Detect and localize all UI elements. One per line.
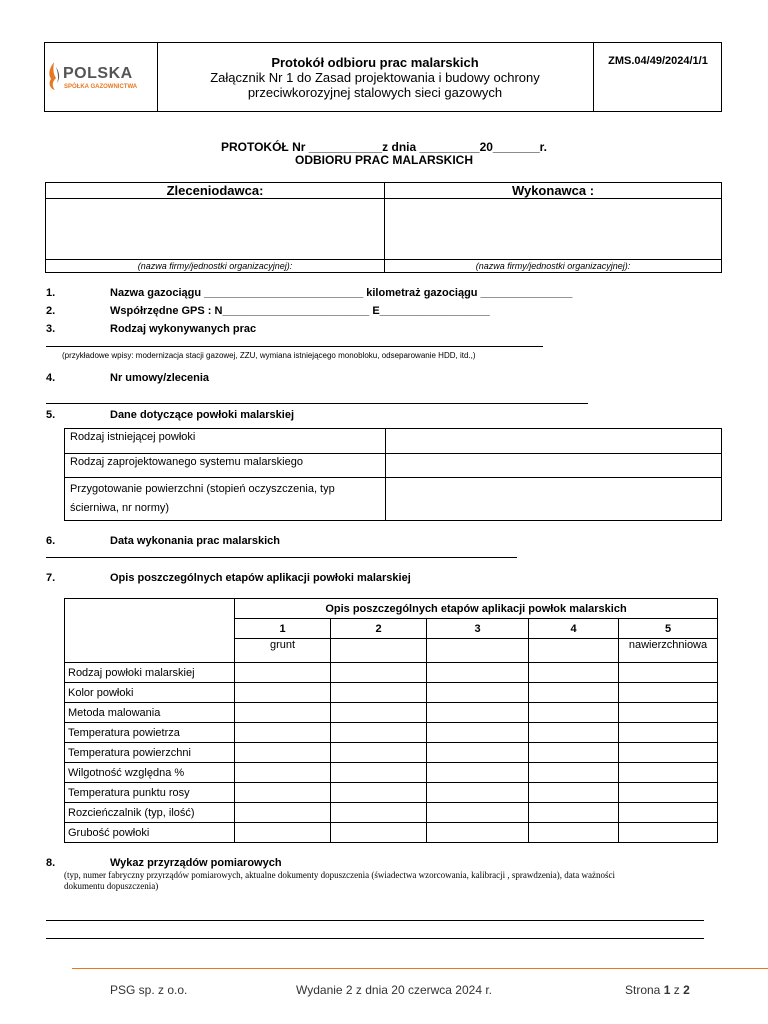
stages-row-label: Temperatura punktu rosy (65, 783, 235, 803)
stages-table-row (65, 703, 718, 723)
stage-cell[interactable] (331, 763, 427, 783)
stage-cell[interactable] (427, 723, 529, 743)
stage-cell[interactable] (529, 763, 619, 783)
protocol-title: ODBIORU PRAC MALARSKICH (295, 153, 473, 167)
stage-cell[interactable] (619, 823, 718, 843)
stage-cell[interactable] (619, 803, 718, 823)
coating-row-value[interactable] (386, 454, 722, 478)
stage-cell[interactable] (529, 783, 619, 803)
stage-cell[interactable] (235, 783, 331, 803)
stage-cell[interactable] (331, 723, 427, 743)
stage-col-header: 1 (235, 619, 331, 639)
stages-corner-cell (65, 599, 235, 663)
stages-table-row (65, 723, 718, 743)
stage-cell[interactable] (619, 663, 718, 683)
stages-table-row (65, 783, 718, 803)
stages-row-label: Temperatura powietrza (65, 723, 235, 743)
stage-cell[interactable] (427, 683, 529, 703)
stages-row-label: Rodzaj powłoki malarskiej (65, 663, 235, 683)
client-field[interactable] (46, 199, 385, 260)
parties-table (45, 182, 722, 273)
stages-table-row (65, 743, 718, 763)
coating-row-label-line2: ścierniwa, nr normy) (70, 502, 170, 514)
stages-table-row (65, 683, 718, 703)
stages-header: Opis poszczególnych etapów aplikacji powłok malarskich (235, 599, 718, 619)
stage-cell[interactable] (427, 783, 529, 803)
stage-cell[interactable] (529, 803, 619, 823)
stage-cell[interactable] (331, 783, 427, 803)
header-title-block (157, 43, 594, 111)
client-caption: (nazwa firmy/jednostki organizacyjnej): (46, 260, 385, 273)
stage-cell[interactable] (529, 639, 619, 663)
item-4-answer-line[interactable] (46, 403, 588, 404)
stage-cell[interactable] (619, 683, 718, 703)
item-4-contract: Nr umowy/zlecenia (110, 372, 210, 384)
stages-row-label: Rozcieńczalnik (typ, ilość) (65, 803, 235, 823)
coating-data-table (64, 428, 722, 521)
item-8-hint-line2: dokumentu dopuszczenia) (64, 881, 159, 891)
client-header: Zleceniodawca: (46, 183, 385, 199)
stage-cell[interactable] (235, 763, 331, 783)
stage-cell[interactable] (331, 639, 427, 663)
stage-cell[interactable] (235, 823, 331, 843)
stage-cell[interactable] (427, 763, 529, 783)
stage-cell[interactable] (529, 683, 619, 703)
stage-cell[interactable] (235, 683, 331, 703)
stages-row-label: Grubość powłoki (65, 823, 235, 843)
header-title: Protokół odbioru prac malarskich (271, 55, 479, 70)
item-2-number: 2. (46, 305, 56, 317)
stage-cell[interactable] (427, 823, 529, 843)
coating-row-label-line1: Przygotowanie powierzchni (stopień oczyszczenia, typ (70, 483, 335, 495)
stages-table-row (65, 663, 718, 683)
stages-row-label: Metoda malowania (65, 703, 235, 723)
stage-5-label: nawierzchniowa (619, 639, 718, 663)
footer-page-word: Strona (625, 983, 661, 997)
item-1-number: 1. (46, 287, 56, 299)
logo-subtext: SPÓŁKA GAZOWNICTWA (64, 84, 138, 90)
stage-cell[interactable] (529, 723, 619, 743)
stage-cell[interactable] (427, 639, 529, 663)
stage-col-header: 5 (619, 619, 718, 639)
contractor-caption: (nazwa firmy/jednostki organizacyjnej): (385, 260, 722, 273)
stages-table (64, 598, 718, 843)
footer-page-current: 1 (663, 983, 671, 997)
logo-text: POLSKA (63, 65, 133, 82)
item-2-gps[interactable]: Współrzędne GPS : N________________________ E__________________ (110, 305, 490, 317)
stages-row-label: Temperatura powierzchni (65, 743, 235, 763)
item-8-answer-line[interactable] (46, 920, 704, 921)
coating-row-label (65, 478, 386, 521)
contractor-field[interactable] (385, 199, 722, 260)
item-8-hint (64, 870, 724, 892)
item-5-coating-data: Dane dotyczące powłoki malarskiej (110, 409, 295, 421)
stage-cell[interactable] (619, 783, 718, 803)
item-4-number: 4. (46, 372, 56, 384)
stage-1-label: grunt (235, 639, 331, 663)
footer-page-sep: z (673, 983, 680, 997)
item-7-stages: Opis poszczególnych etapów aplikacji powłoki malarskiej (110, 572, 411, 584)
protocol-number-line: PROTOKÓŁ Nr ___________z dnia _________20_______r. (220, 140, 547, 154)
stage-cell[interactable] (529, 743, 619, 763)
stage-cell[interactable] (235, 723, 331, 743)
item-6-answer-line[interactable] (46, 557, 517, 558)
coating-row-value[interactable] (386, 429, 722, 454)
stage-cell[interactable] (529, 663, 619, 683)
item-8-number: 8. (46, 857, 56, 869)
stage-cell[interactable] (331, 743, 427, 763)
stage-cell[interactable] (619, 703, 718, 723)
stages-table-row (65, 823, 718, 843)
stage-cell[interactable] (619, 743, 718, 763)
stage-cell[interactable] (529, 823, 619, 843)
item-7-number: 7. (46, 572, 56, 584)
stage-cell[interactable] (235, 663, 331, 683)
stage-cell[interactable] (427, 803, 529, 823)
stage-cell[interactable] (331, 823, 427, 843)
stages-table-row (65, 803, 718, 823)
header-subtitle-2: przeciwkorozyjnej stalowych sieci gazowych (247, 85, 503, 100)
header-subtitle-1: Załącznik Nr 1 do Zasad projektowania i budowy ochrony (210, 70, 540, 85)
stage-cell[interactable] (235, 703, 331, 723)
footer-page-total: 2 (683, 983, 690, 997)
item-3-number: 3. (46, 323, 56, 335)
item-5-number: 5. (46, 409, 56, 421)
stage-cell[interactable] (331, 663, 427, 683)
item-8-answer-line[interactable] (46, 938, 704, 939)
stage-cell[interactable] (427, 663, 529, 683)
stages-row-label: Kolor powłoki (65, 683, 235, 703)
stage-cell[interactable] (235, 803, 331, 823)
item-3-work-type: Rodzaj wykonywanych prac (110, 323, 257, 335)
stage-cell[interactable] (235, 743, 331, 763)
stage-cell[interactable] (331, 803, 427, 823)
document-header (44, 42, 722, 112)
item-6-date: Data wykonania prac malarskich (110, 535, 280, 547)
item-8-instruments: Wykaz przyrządów pomiarowych (110, 857, 282, 869)
company-logo (45, 43, 158, 111)
stages-row-label: Wilgotność względna % (65, 763, 235, 783)
stage-cell[interactable] (427, 743, 529, 763)
stage-col-header: 2 (331, 619, 427, 639)
stage-cell[interactable] (331, 703, 427, 723)
footer-edition: Wydanie 2 z dnia 20 czerwca 2024 r. (296, 983, 493, 997)
item-1-gas-pipeline[interactable]: Nazwa gazociągu __________________________ kilometraż gazociągu _______________ (110, 287, 573, 299)
stage-cell[interactable] (619, 723, 718, 743)
flame-icon (47, 61, 61, 91)
stage-col-header: 3 (427, 619, 529, 639)
coating-row-label: Rodzaj zaprojektowanego systemu malarskiego (65, 454, 386, 478)
footer-company: PSG sp. z o.o. (110, 983, 188, 997)
stage-cell[interactable] (331, 683, 427, 703)
stage-cell[interactable] (529, 703, 619, 723)
stages-rows (65, 663, 718, 843)
footer-page (625, 983, 690, 997)
item-3-hint: (przykładowe wpisy: modernizacja stacji gazowej, ZZU, wymiana istniejącego monobloku, odseparowanie HDD, itd.,) (62, 351, 476, 360)
coating-row-label: Rodzaj istniejącej powłoki (65, 429, 386, 454)
item-6-number: 6. (46, 535, 56, 547)
footer-divider (72, 968, 768, 969)
stage-cell[interactable] (619, 763, 718, 783)
document-code: ZMS.04/49/2024/1/1 (608, 55, 708, 67)
stage-cell[interactable] (427, 703, 529, 723)
stages-table-row (65, 763, 718, 783)
stage-col-header: 4 (529, 619, 619, 639)
item-3-answer-line[interactable] (46, 346, 543, 347)
item-8-hint-line1: (typ, numer fabryczny przyrządów pomiarowych, aktualne dokumenty dopuszczenia (świadectwa wzorcowania, kalibracji , sprawdzenia), data ważności (64, 870, 616, 880)
contractor-header: Wykonawca : (385, 183, 722, 199)
coating-row-value[interactable] (386, 478, 722, 521)
